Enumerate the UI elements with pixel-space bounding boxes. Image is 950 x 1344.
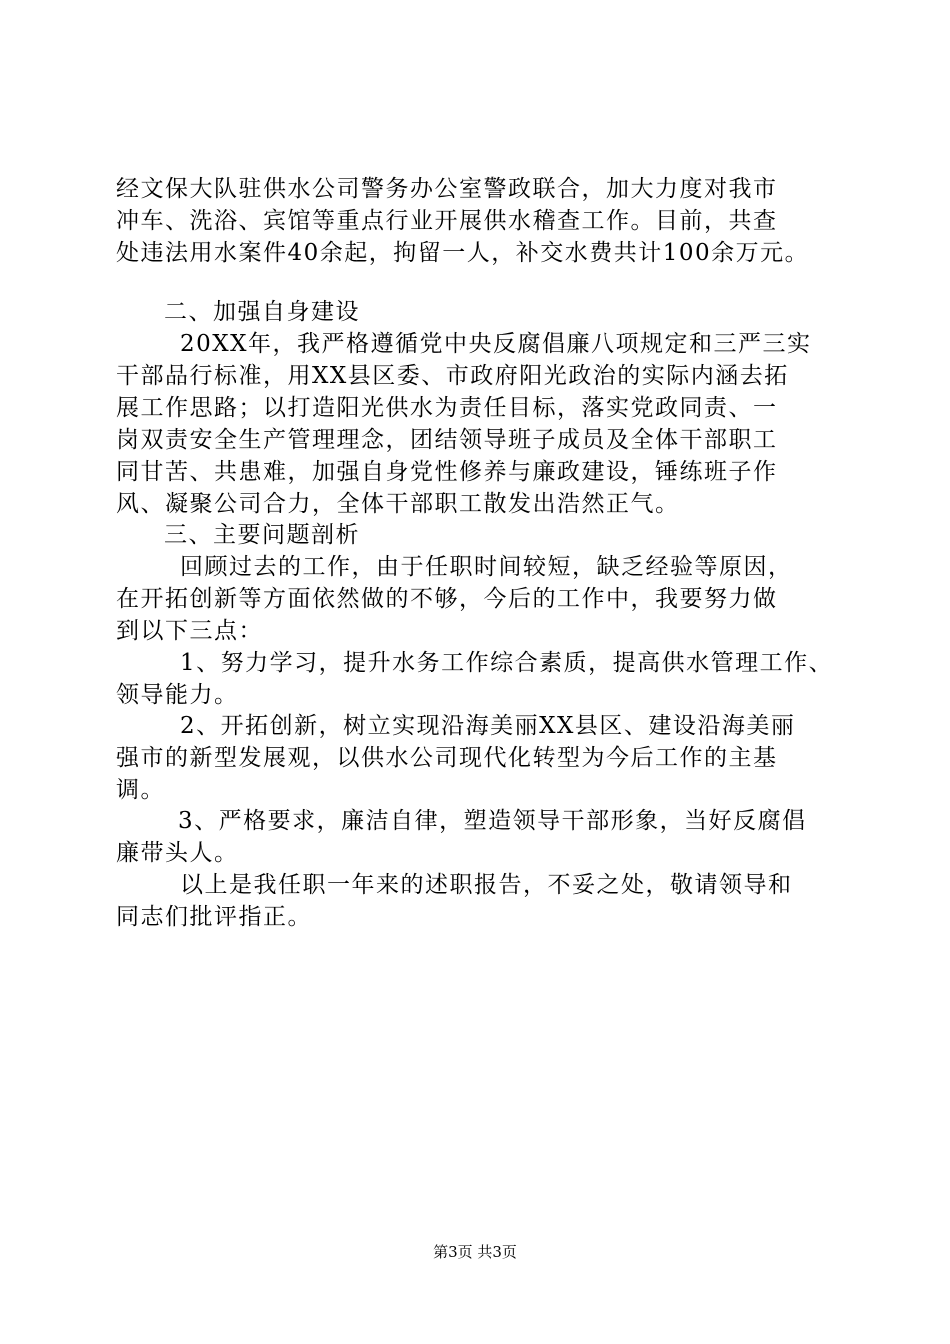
body-line-13: 在开拓创新等方面依然做的不够，今后的工作中，我要努力做 [116, 586, 778, 612]
body-line-2: 冲车、洗浴、宾馆等重点行业开展供水稽查工作。目前，共查 [116, 208, 778, 234]
body-line-3: 处违法用水案件40余起，拘留一人，补交水费共计100余万元。 [116, 240, 810, 266]
body-line-9: 同甘苦、共患难，加强自身党性修养与廉政建设，锤练班子作 [116, 459, 778, 485]
list-item-1-cont: 领导能力。 [116, 682, 239, 708]
list-item-2: 2、开拓创新，树立实现沿海美丽XX县区、建设沿海美丽 [180, 713, 796, 739]
closing-line-2: 同志们批评指正。 [116, 904, 312, 930]
body-line-6: 干部品行标准，用XX县区委、市政府阳光政治的实际内涵去拓 [116, 363, 789, 389]
list-item-2-cont-1: 强市的新型发展观，以供水公司现代化转型为今后工作的主基 [116, 745, 778, 771]
section-heading-3: 三、主要问题剖析 [164, 522, 360, 548]
body-line-8: 岗双责安全生产管理理念，团结领导班子成员及全体干部职工 [116, 427, 778, 453]
body-line-12: 回顾过去的工作，由于任职时间较短，缺乏经验等原因， [180, 554, 793, 580]
body-line-14: 到以下三点： [116, 618, 263, 644]
body-line-5: 20XX年，我严格遵循党中央反腐倡廉八项规定和三严三实 [180, 331, 812, 357]
closing-line-1: 以上是我任职一年来的述职报告，不妥之处，敬请领导和 [180, 872, 793, 898]
page-footer: 第3页 共3页 [433, 1243, 517, 1261]
list-item-2-cont-2: 调。 [116, 777, 165, 803]
body-line-1: 经文保大队驻供水公司警务办公室警政联合，加大力度对我市 [116, 176, 778, 202]
list-item-1: 1、努力学习，提升水务工作综合素质，提高供水管理工作、 [180, 650, 834, 676]
section-heading-2: 二、加强自身建设 [164, 299, 360, 325]
body-line-7: 展工作思路；以打造阳光供水为责任目标，落实党政同责、一 [116, 395, 778, 421]
list-item-3-cont: 廉带头人。 [116, 840, 239, 866]
list-item-3: 3、严格要求，廉洁自律，塑造领导干部形象，当好反腐倡 [178, 808, 807, 834]
body-line-10: 风、凝聚公司合力，全体干部职工散发出浩然正气。 [116, 491, 680, 517]
